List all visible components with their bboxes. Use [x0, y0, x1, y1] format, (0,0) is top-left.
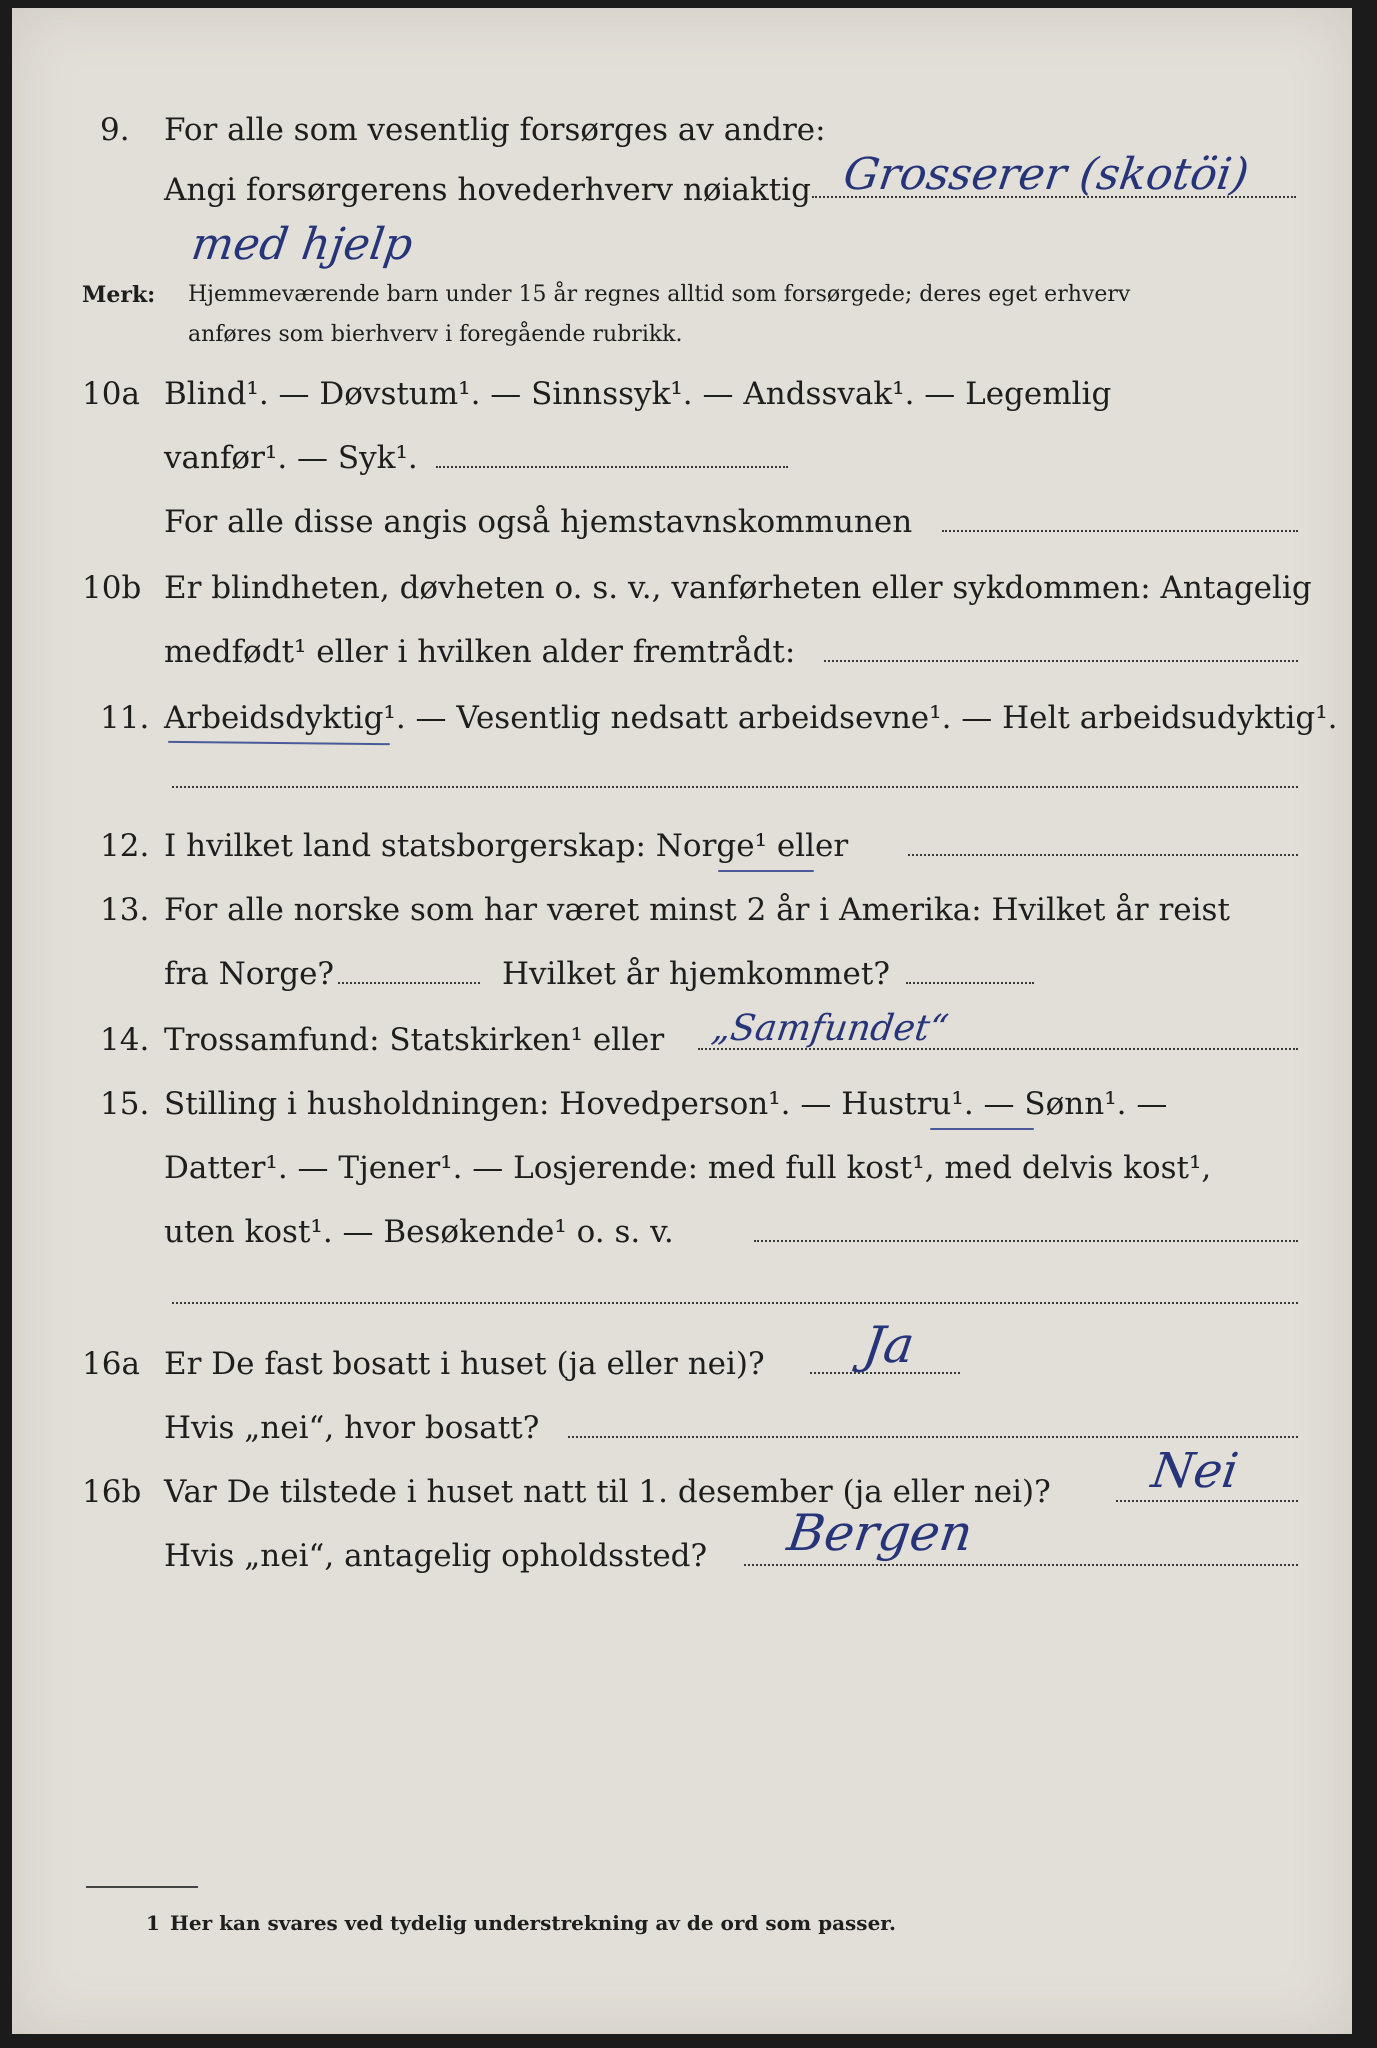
q11-number: 11. [100, 700, 150, 736]
q9-question-line2: Angi forsørgerens hovederhverv nøiaktig [164, 172, 811, 208]
q16a-line1: Er De fast bosatt i huset (ja eller nei)? [164, 1346, 765, 1382]
q10a-answer-line [436, 466, 788, 468]
q16b-number: 16b [82, 1474, 142, 1510]
q10b-number: 10b [82, 570, 142, 606]
q12-question: I hvilket land statsborgerskap: [164, 828, 656, 864]
q10b-line1: Er blindheten, døvheten o. s. v., vanførheten eller sykdommen: Antagelig [164, 570, 1312, 606]
footnote-rule [86, 1886, 198, 1888]
q15-number: 15. [100, 1086, 150, 1122]
q11-option-fit: Arbeidsdyktig [164, 700, 384, 736]
footnote-mark: 1 [146, 1911, 160, 1935]
q11-line [164, 698, 1338, 738]
q11-handwritten-underline [168, 741, 390, 745]
q15-handwritten-underline [930, 1128, 1034, 1130]
q13-year-returned-line [906, 982, 1034, 984]
q12-answer-line [908, 854, 1298, 856]
q16b-handwritten-location: Bergen [783, 1504, 977, 1562]
q9-number: 9. [100, 112, 130, 148]
q12-handwritten-underline [718, 870, 814, 872]
census-form-page [12, 8, 1352, 2034]
q16a-residence-line [568, 1436, 1298, 1438]
q15-line1-start: Stilling i husholdningen: Hovedperson¹. — [164, 1086, 842, 1122]
q16a-handwritten-answer: Ja [859, 1316, 918, 1374]
q12-option-norge: Norge [655, 828, 755, 864]
merk-label: Merk: [82, 282, 156, 308]
q15-option-hustru: Hustru [841, 1086, 952, 1122]
q12-number: 12. [100, 828, 150, 864]
q12-question-tail: ¹ eller [754, 828, 849, 864]
q15-line2: Datter¹. — Tjener¹. — Losjerende: med full kost¹, med delvis kost¹, [164, 1150, 1212, 1186]
merk-note-line2: anføres som bierhverv i foregående rubrikk. [188, 322, 683, 347]
q9-handwritten-occupation-cont: med hjelp [188, 219, 416, 270]
q9-question-line1: For alle som vesentlig forsørges av andre: [164, 112, 826, 148]
footnote-text: Her kan svares ved tydelig understrekning av de ord som passer. [170, 1911, 896, 1935]
q15-line1 [164, 1084, 1167, 1124]
q15-answer-line [754, 1240, 1298, 1242]
q10a-line1: Blind¹. — Døvstum¹. — Sinnssyk¹. — Andssvak¹. — Legemlig [164, 376, 1112, 412]
merk-note-line1: Hjemmeværende barn under 15 år regnes alltid som forsørgede; deres eget erhverv [188, 282, 1131, 307]
q15-answer-line-extra [172, 1302, 1298, 1304]
q13-number: 13. [100, 892, 150, 928]
q10a-line2: vanfør¹. — Syk¹. [164, 440, 418, 476]
q9-handwritten-occupation: Grosserer (skotöi) [840, 149, 1252, 200]
q13-year-left-line [338, 982, 480, 984]
q16a-number: 16a [82, 1346, 140, 1382]
q10b-answer-line [824, 660, 1298, 662]
q16b-handwritten-answer: Nei [1148, 1443, 1242, 1499]
q12-line [164, 826, 848, 866]
q15-line3: uten kost¹. — Besøkende¹ o. s. v. [164, 1214, 674, 1250]
q16a-line2: Hvis „nei“, hvor bosatt? [164, 1410, 540, 1446]
q10a-number: 10a [82, 376, 140, 412]
q15-line1-end: ¹. — Sønn¹. — [951, 1086, 1168, 1122]
q10a-line3: For alle disse angis også hjemstavnskommunen [164, 504, 913, 540]
q14-line: Trossamfund: Statskirken¹ eller [164, 1022, 665, 1058]
q13-line1: For alle norske som har været minst 2 år i Amerika: Hvilket år reist [164, 892, 1230, 928]
q13-line2a: fra Norge? [164, 956, 335, 992]
q14-number: 14. [100, 1022, 150, 1058]
q11-options-rest: ¹. — Vesentlig nedsatt arbeidsevne¹. — Helt arbeidsudyktig¹. [383, 700, 1338, 736]
q11-answer-line [172, 786, 1298, 788]
q16b-line1: Var De tilstede i huset natt til 1. desember (ja eller nei)? [164, 1474, 1051, 1510]
q16b-location-line [744, 1564, 1298, 1566]
q10a-municipality-line [942, 530, 1298, 532]
q10b-line2: medfødt¹ eller i hvilken alder fremtrådt: [164, 634, 796, 670]
q13-line2b: Hvilket år hjemkommet? [502, 956, 890, 992]
q16b-answer-line [1116, 1500, 1298, 1502]
q16b-line2: Hvis „nei“, antagelig opholdssted? [164, 1538, 708, 1574]
q14-handwritten-religion: „Samfundet“ [709, 1008, 951, 1049]
